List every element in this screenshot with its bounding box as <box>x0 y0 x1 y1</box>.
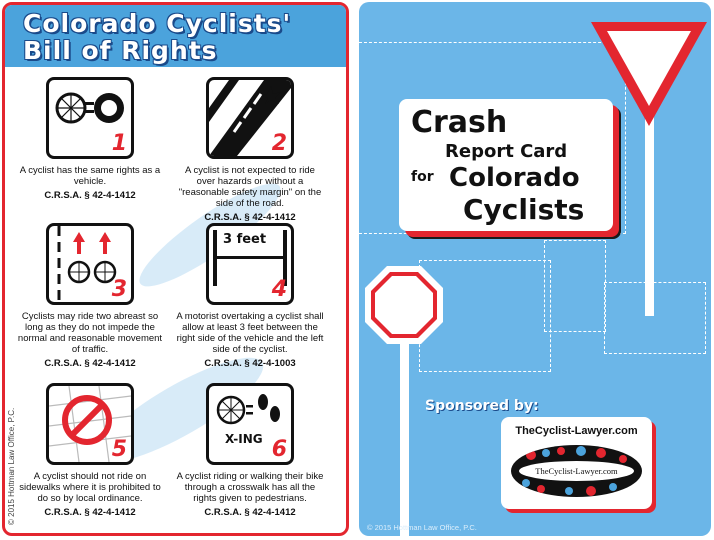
right-number: 5 <box>111 437 127 462</box>
bike-wheel-equals-car-wheel-icon <box>46 77 134 159</box>
right-copyright: © 2015 Hottman Law Office, P.C. <box>367 523 477 532</box>
crosswalk-icon <box>206 383 294 465</box>
statute-reference: C.R.S.A. § 42-4-1412 <box>204 212 296 223</box>
right-item-4 <box>175 223 325 369</box>
two-abreast-icon <box>46 223 134 305</box>
cover-title-card <box>399 99 613 231</box>
title-banner <box>5 5 346 67</box>
statute-reference: C.R.S.A. § 42-4-1412 <box>204 507 296 518</box>
right-description: A motorist overtaking a cyclist shall allow at least 3 feet between the right side of the vehicle and the left side of the cyclist. <box>176 311 324 355</box>
right-description: A cyclist should not ride on sidewalks where it is prohibited to do so by local ordinance. <box>19 471 161 504</box>
statute-reference: C.R.S.A. § 42-4-1412 <box>44 358 136 369</box>
right-number: 4 <box>271 277 287 302</box>
sponsor-card <box>501 417 652 509</box>
right-number: 2 <box>271 131 287 156</box>
no-sidewalk-icon <box>46 383 134 465</box>
right-description: A cyclist has the same rights as a vehicle. <box>19 165 161 187</box>
right-number: 6 <box>271 437 287 462</box>
logo-text: TheCyclist-Lawyer.com <box>519 461 634 481</box>
cover-title-colorado: Colorado <box>449 163 580 193</box>
right-item-1 <box>15 77 165 201</box>
cover-panel <box>359 2 711 536</box>
left-copyright: © 2015 Hottman Law Office, P.C. <box>7 407 16 525</box>
three-feet-label: 3 feet <box>223 232 267 247</box>
three-feet-icon <box>206 223 294 305</box>
right-item-2 <box>175 77 325 223</box>
title-line-2: Bill of Rights <box>23 36 218 65</box>
bill-of-rights-panel <box>2 2 349 536</box>
title-line-1: Colorado Cyclists' <box>23 9 292 38</box>
cover-title-cyclists: Cyclists <box>463 193 585 226</box>
right-description: A cyclist is not expected to ride over hazards or without a "reasonable safety margin" on the side of the road. <box>178 165 322 209</box>
right-description: A cyclist riding or walking their bike through a crosswalk has all the rights given to pedestrians. <box>176 471 324 504</box>
cover-title-for: for <box>411 169 434 185</box>
cover-title-report-card: Report Card <box>445 141 568 162</box>
statute-reference: C.R.S.A. § 42-4-1412 <box>44 190 136 201</box>
right-item-3 <box>15 223 165 369</box>
right-number: 1 <box>111 131 127 156</box>
xing-label: X-ING <box>225 432 263 446</box>
statute-reference: C.R.S.A. § 42-4-1003 <box>204 358 296 369</box>
right-item-5 <box>15 383 165 518</box>
road-hazard-icon <box>206 77 294 159</box>
cover-title-crash: Crash <box>411 105 508 140</box>
right-item-6 <box>175 383 325 518</box>
right-description: Cyclists may ride two abreast so long as they do not impede the normal and reasonable movement of traffic. <box>17 311 163 355</box>
right-number: 3 <box>111 277 127 302</box>
sponsor-logo <box>511 445 642 497</box>
statute-reference: C.R.S.A. § 42-4-1412 <box>44 507 136 518</box>
sponsor-name: TheCyclist-Lawyer.com <box>515 425 638 437</box>
sponsored-by-label: Sponsored by: <box>425 398 539 414</box>
